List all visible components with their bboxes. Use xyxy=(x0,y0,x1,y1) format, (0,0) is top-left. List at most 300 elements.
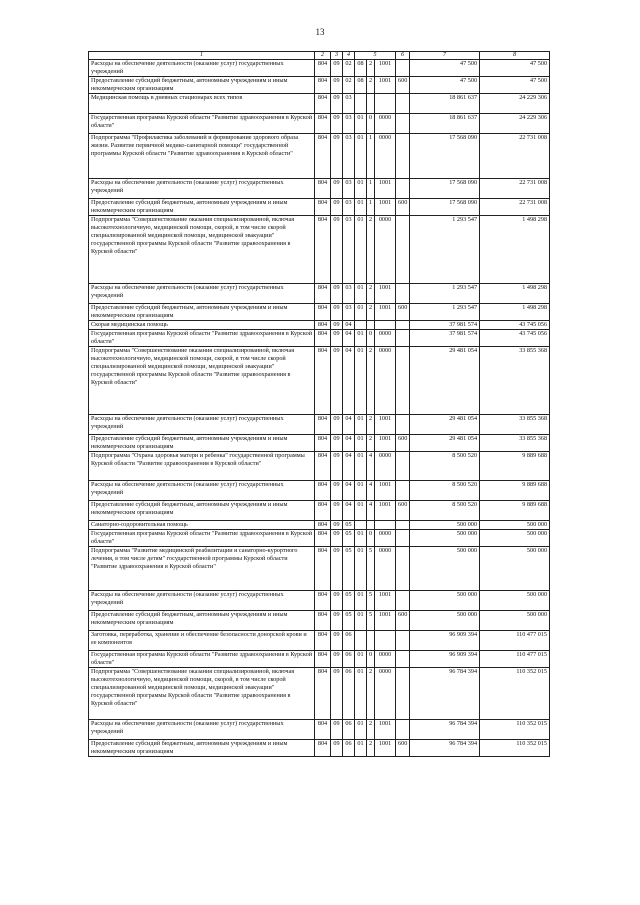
row-name-cell: Государственная программа Курской области "Развитие здравоохранения в Курской области" xyxy=(89,114,315,134)
table-header-row xyxy=(89,52,550,60)
subsection-cell: 03 xyxy=(343,216,355,284)
target-item-subprogram-cell: 2 xyxy=(367,304,375,321)
gov-code-cell: 804 xyxy=(315,530,331,547)
target-item-subprogram-cell xyxy=(367,521,375,530)
target-item-subprogram-cell: 4 xyxy=(367,452,375,481)
subsection-cell: 03 xyxy=(343,284,355,304)
amount-year1-cell: 8 500 520 xyxy=(410,501,480,521)
gov-code-cell: 804 xyxy=(315,134,331,179)
amount-year2-cell: 24 229 306 xyxy=(480,114,550,134)
target-item-code-cell: 0000 xyxy=(375,547,396,591)
subsection-cell: 06 xyxy=(343,651,355,668)
target-item-subprogram-cell xyxy=(367,321,375,330)
target-item-program-cell: 01 xyxy=(355,134,367,179)
table-row xyxy=(89,631,550,651)
target-item-code-cell: 0000 xyxy=(375,114,396,134)
amount-year2-cell: 24 229 306 xyxy=(480,94,550,114)
row-name-cell: Предоставление субсидий бюджетным, автономным учреждениям и иным некоммерческим организациям xyxy=(89,501,315,521)
section-cell: 09 xyxy=(331,330,343,347)
table-row xyxy=(89,501,550,521)
expense-type-cell: 600 xyxy=(396,435,410,452)
table-row xyxy=(89,591,550,611)
section-cell: 09 xyxy=(331,481,343,501)
expense-type-cell xyxy=(396,330,410,347)
target-item-code-cell: 0000 xyxy=(375,330,396,347)
amount-year2-cell: 500 000 xyxy=(480,547,550,591)
target-item-code-cell: 1001 xyxy=(375,611,396,631)
row-name-cell: Предоставление субсидий бюджетным, автономным учреждениям и иным некоммерческим организациям xyxy=(89,199,315,216)
amount-year2-cell: 500 000 xyxy=(480,591,550,611)
target-item-subprogram-cell: 2 xyxy=(367,415,375,435)
target-item-subprogram-cell: 2 xyxy=(367,216,375,284)
target-item-program-cell: 01 xyxy=(355,740,367,757)
section-cell: 09 xyxy=(331,591,343,611)
section-cell: 09 xyxy=(331,651,343,668)
row-name-cell: Государственная программа Курской области "Развитие здравоохранения в Курской области" xyxy=(89,330,315,347)
amount-year2-cell: 1 498 298 xyxy=(480,284,550,304)
expense-type-cell xyxy=(396,631,410,651)
row-name-cell: Предоставление субсидий бюджетным, автономным учреждениям и иным некоммерческим организациям xyxy=(89,435,315,452)
target-item-subprogram-cell: 2 xyxy=(367,435,375,452)
row-name-cell: Медицинская помощь в дневных стационарах всех типов xyxy=(89,94,315,114)
target-item-code-cell: 1001 xyxy=(375,720,396,740)
section-cell: 09 xyxy=(331,415,343,435)
gov-code-cell: 804 xyxy=(315,501,331,521)
target-item-subprogram-cell: 0 xyxy=(367,651,375,668)
gov-code-cell: 804 xyxy=(315,415,331,435)
amount-year1-cell: 18 861 637 xyxy=(410,94,480,114)
row-name-cell: Предоставление субсидий бюджетным, автономным учреждениям и иным некоммерческим организациям xyxy=(89,77,315,94)
subsection-cell: 02 xyxy=(343,77,355,94)
table-row xyxy=(89,77,550,94)
subsection-cell: 05 xyxy=(343,611,355,631)
row-name-cell: Подпрограмма "Профилактика заболеваний и формирование здорового образа жизни. Развитие первичной медико-санитарной помощи" государственной программы Курской области "Развитие здравоохранения в Курской области" xyxy=(89,134,315,179)
expense-type-cell xyxy=(396,415,410,435)
target-item-code-cell: 0000 xyxy=(375,452,396,481)
target-item-code-cell: 1001 xyxy=(375,284,396,304)
target-item-code-cell: 0000 xyxy=(375,216,396,284)
header-col-3: 3 xyxy=(331,52,343,60)
amount-year2-cell: 22 731 008 xyxy=(480,134,550,179)
gov-code-cell: 804 xyxy=(315,651,331,668)
amount-year1-cell: 17 568 090 xyxy=(410,199,480,216)
row-name-cell: Подпрограмма "Охрана здоровья матери и ребенка" государственной программы Курской области "Развитие здравоохранения в Курской области" xyxy=(89,452,315,481)
row-name-cell: Подпрограмма "Развитие медицинской реабилитации и санаторно-курортного лечения, в том числе детям" государственной программы Курской области "Развитие здравоохранения в Курской области" xyxy=(89,547,315,591)
target-item-program-cell: 01 xyxy=(355,452,367,481)
expense-type-cell: 600 xyxy=(396,304,410,321)
row-name-cell: Государственная программа Курской области "Развитие здравоохранения в Курской области" xyxy=(89,530,315,547)
target-item-subprogram-cell: 5 xyxy=(367,591,375,611)
subsection-cell: 06 xyxy=(343,740,355,757)
amount-year2-cell: 9 889 688 xyxy=(480,501,550,521)
target-item-subprogram-cell: 1 xyxy=(367,134,375,179)
amount-year1-cell: 96 909 394 xyxy=(410,651,480,668)
gov-code-cell: 804 xyxy=(315,199,331,216)
target-item-subprogram-cell: 2 xyxy=(367,77,375,94)
amount-year2-cell: 33 855 368 xyxy=(480,415,550,435)
section-cell: 09 xyxy=(331,547,343,591)
section-cell: 09 xyxy=(331,134,343,179)
table-row xyxy=(89,720,550,740)
subsection-cell: 06 xyxy=(343,631,355,651)
expense-type-cell: 600 xyxy=(396,740,410,757)
target-item-code-cell: 1001 xyxy=(375,435,396,452)
section-cell: 09 xyxy=(331,668,343,720)
expense-type-cell xyxy=(396,60,410,77)
target-item-program-cell: 01 xyxy=(355,547,367,591)
amount-year1-cell: 47 500 xyxy=(410,77,480,94)
table-row xyxy=(89,216,550,284)
target-item-program-cell: 01 xyxy=(355,435,367,452)
gov-code-cell: 804 xyxy=(315,631,331,651)
amount-year1-cell: 96 784 394 xyxy=(410,740,480,757)
row-name-cell: Санаторно-оздоровительная помощь xyxy=(89,521,315,530)
target-item-subprogram-cell: 5 xyxy=(367,547,375,591)
target-item-code-cell xyxy=(375,521,396,530)
row-name-cell: Скорая медицинская помощь xyxy=(89,321,315,330)
expense-type-cell xyxy=(396,530,410,547)
target-item-program-cell: 01 xyxy=(355,330,367,347)
gov-code-cell: 804 xyxy=(315,216,331,284)
section-cell: 09 xyxy=(331,321,343,330)
header-col-1: 1 xyxy=(89,52,315,60)
budget-table xyxy=(88,51,550,757)
target-item-code-cell: 1001 xyxy=(375,591,396,611)
subsection-cell: 05 xyxy=(343,547,355,591)
target-item-subprogram-cell: 1 xyxy=(367,199,375,216)
row-name-cell: Подпрограмма "Совершенствование оказания специализированной, включая высокотехнологичную, медицинской помощи, скорой, в том числе скорой специализированной медицинской помощи, медицинской эвакуации" государственной программы Курской области "Развитие здравоохранения в Курской области" xyxy=(89,216,315,284)
subsection-cell: 04 xyxy=(343,452,355,481)
table-row xyxy=(89,481,550,501)
subsection-cell: 05 xyxy=(343,521,355,530)
amount-year2-cell: 9 889 688 xyxy=(480,481,550,501)
table-row xyxy=(89,304,550,321)
target-item-subprogram-cell: 2 xyxy=(367,284,375,304)
section-cell: 09 xyxy=(331,304,343,321)
section-cell: 09 xyxy=(331,631,343,651)
expense-type-cell xyxy=(396,347,410,415)
amount-year2-cell: 110 477 015 xyxy=(480,651,550,668)
target-item-code-cell: 1001 xyxy=(375,60,396,77)
target-item-program-cell xyxy=(355,94,367,114)
table-row xyxy=(89,668,550,720)
target-item-program-cell: 01 xyxy=(355,179,367,199)
gov-code-cell: 804 xyxy=(315,94,331,114)
expense-type-cell xyxy=(396,481,410,501)
header-col-5: 5 xyxy=(355,52,396,60)
amount-year1-cell: 500 000 xyxy=(410,521,480,530)
target-item-program-cell: 01 xyxy=(355,591,367,611)
target-item-code-cell: 1001 xyxy=(375,199,396,216)
section-cell: 09 xyxy=(331,720,343,740)
target-item-subprogram-cell: 5 xyxy=(367,611,375,631)
section-cell: 09 xyxy=(331,114,343,134)
header-col-6: 6 xyxy=(396,52,410,60)
target-item-subprogram-cell xyxy=(367,94,375,114)
table-row xyxy=(89,60,550,77)
expense-type-cell xyxy=(396,114,410,134)
row-name-cell: Расходы на обеспечение деятельности (оказание услуг) государственных учреждений xyxy=(89,591,315,611)
gov-code-cell: 804 xyxy=(315,611,331,631)
target-item-code-cell xyxy=(375,94,396,114)
amount-year2-cell: 22 731 008 xyxy=(480,179,550,199)
section-cell: 09 xyxy=(331,94,343,114)
table-row xyxy=(89,611,550,631)
subsection-cell: 04 xyxy=(343,435,355,452)
section-cell: 09 xyxy=(331,521,343,530)
target-item-program-cell: 01 xyxy=(355,720,367,740)
table-row xyxy=(89,740,550,757)
table-row xyxy=(89,179,550,199)
expense-type-cell xyxy=(396,668,410,720)
subsection-cell: 04 xyxy=(343,415,355,435)
amount-year1-cell: 500 000 xyxy=(410,547,480,591)
section-cell: 09 xyxy=(331,501,343,521)
subsection-cell: 03 xyxy=(343,199,355,216)
table-row xyxy=(89,452,550,481)
gov-code-cell: 804 xyxy=(315,452,331,481)
subsection-cell: 06 xyxy=(343,720,355,740)
target-item-code-cell: 1001 xyxy=(375,501,396,521)
gov-code-cell: 804 xyxy=(315,284,331,304)
expense-type-cell xyxy=(396,720,410,740)
section-cell: 09 xyxy=(331,199,343,216)
section-cell: 09 xyxy=(331,611,343,631)
subsection-cell: 04 xyxy=(343,501,355,521)
row-name-cell: Предоставление субсидий бюджетным, автономным учреждениям и иным некоммерческим организациям xyxy=(89,740,315,757)
amount-year1-cell: 17 568 090 xyxy=(410,179,480,199)
subsection-cell: 06 xyxy=(343,668,355,720)
amount-year2-cell: 33 855 368 xyxy=(480,347,550,415)
page-number: 13 xyxy=(315,27,325,37)
target-item-code-cell: 0000 xyxy=(375,347,396,415)
section-cell: 09 xyxy=(331,284,343,304)
table-row xyxy=(89,284,550,304)
target-item-code-cell xyxy=(375,321,396,330)
table-row xyxy=(89,547,550,591)
target-item-code-cell: 0000 xyxy=(375,651,396,668)
expense-type-cell: 600 xyxy=(396,77,410,94)
target-item-subprogram-cell: 4 xyxy=(367,501,375,521)
target-item-code-cell: 1001 xyxy=(375,415,396,435)
amount-year2-cell: 1 498 298 xyxy=(480,304,550,321)
subsection-cell: 05 xyxy=(343,530,355,547)
target-item-subprogram-cell: 2 xyxy=(367,740,375,757)
row-name-cell: Предоставление субсидий бюджетным, автономным учреждениям и иным некоммерческим организациям xyxy=(89,611,315,631)
target-item-subprogram-cell: 2 xyxy=(367,347,375,415)
table-row xyxy=(89,651,550,668)
expense-type-cell xyxy=(396,651,410,668)
target-item-code-cell: 1001 xyxy=(375,77,396,94)
amount-year2-cell: 500 000 xyxy=(480,521,550,530)
table-row xyxy=(89,521,550,530)
target-item-subprogram-cell: 2 xyxy=(367,720,375,740)
gov-code-cell: 804 xyxy=(315,304,331,321)
amount-year2-cell: 500 000 xyxy=(480,530,550,547)
amount-year2-cell: 500 000 xyxy=(480,611,550,631)
row-name-cell: Расходы на обеспечение деятельности (оказание услуг) государственных учреждений xyxy=(89,415,315,435)
expense-type-cell: 600 xyxy=(396,611,410,631)
table-row xyxy=(89,347,550,415)
expense-type-cell xyxy=(396,216,410,284)
amount-year2-cell: 43 745 056 xyxy=(480,321,550,330)
row-name-cell: Расходы на обеспечение деятельности (оказание услуг) государственных учреждений xyxy=(89,60,315,77)
amount-year2-cell: 110 477 015 xyxy=(480,631,550,651)
gov-code-cell: 804 xyxy=(315,347,331,415)
row-name-cell: Расходы на обеспечение деятельности (оказание услуг) государственных учреждений xyxy=(89,179,315,199)
amount-year2-cell: 47 500 xyxy=(480,60,550,77)
target-item-subprogram-cell: 0 xyxy=(367,330,375,347)
target-item-subprogram-cell: 4 xyxy=(367,481,375,501)
gov-code-cell: 804 xyxy=(315,668,331,720)
table-row xyxy=(89,114,550,134)
table-body xyxy=(89,60,550,757)
target-item-program-cell xyxy=(355,631,367,651)
row-name-cell: Расходы на обеспечение деятельности (оказание услуг) государственных учреждений xyxy=(89,720,315,740)
subsection-cell: 03 xyxy=(343,304,355,321)
section-cell: 09 xyxy=(331,179,343,199)
target-item-code-cell: 0000 xyxy=(375,530,396,547)
target-item-program-cell: 01 xyxy=(355,530,367,547)
target-item-program-cell: 01 xyxy=(355,651,367,668)
target-item-code-cell xyxy=(375,631,396,651)
header-col-2: 2 xyxy=(315,52,331,60)
expense-type-cell xyxy=(396,179,410,199)
table-row xyxy=(89,435,550,452)
target-item-code-cell: 0000 xyxy=(375,134,396,179)
expense-type-cell xyxy=(396,284,410,304)
amount-year1-cell: 8 500 520 xyxy=(410,452,480,481)
target-item-program-cell: 01 xyxy=(355,284,367,304)
gov-code-cell: 804 xyxy=(315,740,331,757)
target-item-subprogram-cell: 0 xyxy=(367,530,375,547)
gov-code-cell: 804 xyxy=(315,547,331,591)
expense-type-cell xyxy=(396,521,410,530)
expense-type-cell xyxy=(396,452,410,481)
gov-code-cell: 804 xyxy=(315,720,331,740)
amount-year1-cell: 500 000 xyxy=(410,611,480,631)
amount-year2-cell: 1 498 298 xyxy=(480,216,550,284)
gov-code-cell: 804 xyxy=(315,321,331,330)
subsection-cell: 05 xyxy=(343,591,355,611)
amount-year2-cell: 110 352 015 xyxy=(480,668,550,720)
section-cell: 09 xyxy=(331,347,343,415)
table-row xyxy=(89,199,550,216)
amount-year1-cell: 18 861 637 xyxy=(410,114,480,134)
gov-code-cell: 804 xyxy=(315,481,331,501)
subsection-cell: 04 xyxy=(343,330,355,347)
amount-year2-cell: 110 352 015 xyxy=(480,720,550,740)
target-item-code-cell: 0000 xyxy=(375,668,396,720)
amount-year2-cell: 43 745 056 xyxy=(480,330,550,347)
section-cell: 09 xyxy=(331,60,343,77)
target-item-program-cell: 01 xyxy=(355,668,367,720)
gov-code-cell: 804 xyxy=(315,114,331,134)
row-name-cell: Предоставление субсидий бюджетным, автономным учреждениям и иным некоммерческим организациям xyxy=(89,304,315,321)
table-row xyxy=(89,94,550,114)
expense-type-cell xyxy=(396,547,410,591)
expense-type-cell xyxy=(396,94,410,114)
target-item-program-cell: 01 xyxy=(355,114,367,134)
gov-code-cell: 804 xyxy=(315,77,331,94)
table-row xyxy=(89,134,550,179)
amount-year1-cell: 1 293 547 xyxy=(410,284,480,304)
subsection-cell: 03 xyxy=(343,114,355,134)
subsection-cell: 03 xyxy=(343,94,355,114)
expense-type-cell xyxy=(396,591,410,611)
target-item-program-cell xyxy=(355,321,367,330)
section-cell: 09 xyxy=(331,77,343,94)
target-item-code-cell: 1001 xyxy=(375,304,396,321)
target-item-subprogram-cell: 0 xyxy=(367,114,375,134)
gov-code-cell: 804 xyxy=(315,591,331,611)
expense-type-cell: 600 xyxy=(396,199,410,216)
target-item-program-cell: 01 xyxy=(355,216,367,284)
subsection-cell: 04 xyxy=(343,481,355,501)
section-cell: 09 xyxy=(331,435,343,452)
amount-year2-cell: 110 352 015 xyxy=(480,740,550,757)
target-item-subprogram-cell: 2 xyxy=(367,668,375,720)
amount-year1-cell: 8 500 520 xyxy=(410,481,480,501)
subsection-cell: 04 xyxy=(343,347,355,415)
row-name-cell: Расходы на обеспечение деятельности (оказание услуг) государственных учреждений xyxy=(89,284,315,304)
amount-year2-cell: 22 731 008 xyxy=(480,199,550,216)
row-name-cell: Подпрограмма "Совершенствование оказания специализированной, включая высокотехнологичную, медицинской помощи, скорой, в том числе скорой специализированной медицинской помощи, медицинской эвакуации" государственной программы Курской области "Развитие здравоохранения в Курской области" xyxy=(89,347,315,415)
target-item-program-cell: 08 xyxy=(355,77,367,94)
header-col-8: 8 xyxy=(480,52,550,60)
amount-year1-cell: 17 568 090 xyxy=(410,134,480,179)
target-item-program-cell: 01 xyxy=(355,481,367,501)
gov-code-cell: 804 xyxy=(315,330,331,347)
subsection-cell: 04 xyxy=(343,321,355,330)
table-row xyxy=(89,321,550,330)
amount-year1-cell: 96 909 394 xyxy=(410,631,480,651)
amount-year1-cell: 29 481 054 xyxy=(410,347,480,415)
target-item-program-cell: 01 xyxy=(355,347,367,415)
row-name-cell: Подпрограмма "Совершенствование оказания специализированной, включая высокотехнологичную, медицинской помощи, скорой, в том числе скорой специализированной медицинской помощи, медицинской эвакуации" государственной программы Курской области "Развитие здравоохранения в Курской области" xyxy=(89,668,315,720)
target-item-program-cell: 01 xyxy=(355,611,367,631)
header-col-7: 7 xyxy=(410,52,480,60)
amount-year2-cell: 33 855 368 xyxy=(480,435,550,452)
amount-year1-cell: 1 293 547 xyxy=(410,216,480,284)
table-row xyxy=(89,415,550,435)
section-cell: 09 xyxy=(331,530,343,547)
target-item-program-cell: 01 xyxy=(355,304,367,321)
target-item-program-cell: 01 xyxy=(355,415,367,435)
amount-year2-cell: 9 889 688 xyxy=(480,452,550,481)
amount-year1-cell: 37 981 574 xyxy=(410,330,480,347)
target-item-code-cell: 1001 xyxy=(375,740,396,757)
expense-type-cell xyxy=(396,321,410,330)
target-item-subprogram-cell: 1 xyxy=(367,179,375,199)
subsection-cell: 03 xyxy=(343,134,355,179)
section-cell: 09 xyxy=(331,740,343,757)
subsection-cell: 02 xyxy=(343,60,355,77)
row-name-cell: Заготовка, переработка, хранение и обеспечение безопасности донорской крови и ее компонентов xyxy=(89,631,315,651)
target-item-program-cell: 01 xyxy=(355,501,367,521)
target-item-program-cell: 01 xyxy=(355,199,367,216)
target-item-subprogram-cell xyxy=(367,631,375,651)
amount-year1-cell: 29 481 054 xyxy=(410,415,480,435)
amount-year1-cell: 96 784 394 xyxy=(410,668,480,720)
target-item-code-cell: 1001 xyxy=(375,481,396,501)
gov-code-cell: 804 xyxy=(315,435,331,452)
table-row xyxy=(89,530,550,547)
amount-year1-cell: 37 981 574 xyxy=(410,321,480,330)
subsection-cell: 03 xyxy=(343,179,355,199)
target-item-program-cell: 08 xyxy=(355,60,367,77)
target-item-code-cell: 1001 xyxy=(375,179,396,199)
